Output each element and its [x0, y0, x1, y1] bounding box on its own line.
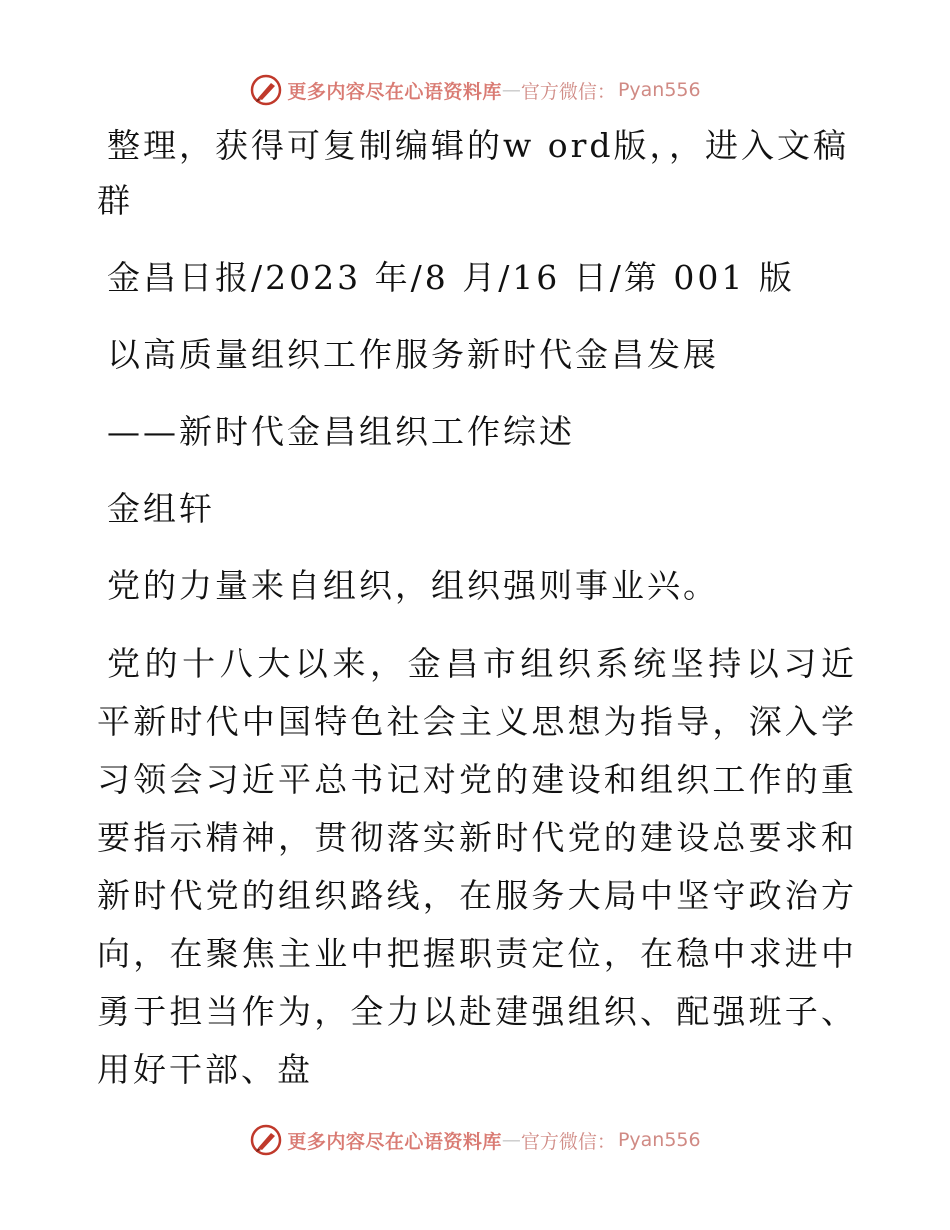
- source-line: 金昌日报/2023 年/8 月/16 日/第 001 版: [107, 258, 795, 297]
- watermark-label: 官方微信：: [520, 1130, 616, 1153]
- article-title: 以高质量组织工作服务新时代金昌发展: [107, 335, 719, 374]
- watermark-label: 官方微信：: [520, 80, 616, 103]
- watermark-main-text: 更多内容尽在心语资料库: [287, 80, 502, 103]
- watermark-code: Pyan556: [617, 1129, 701, 1151]
- pen-logo-icon: [249, 73, 283, 107]
- footer-watermark: [0, 1120, 950, 1160]
- pen-logo-icon: [249, 1123, 283, 1157]
- watermark-main-text: 更多内容尽在心语资料库: [287, 1130, 502, 1153]
- document-body: [97, 118, 857, 1099]
- article-subtitle: ——新时代金昌组织工作综述: [107, 412, 575, 451]
- watermark-dash: —: [501, 79, 521, 101]
- intro-paragraph: 整理，获得可复制编辑的w ord版，，进入文稿群: [97, 126, 850, 220]
- watermark-code: Pyan556: [617, 79, 701, 101]
- body-paragraph: 党的十八大以来，金昌市组织系统坚持以习近平新时代中国特色社会主义思想为指导，深入学习领会习近平总书记对党的建设和组织工作的重要指示精神，贯彻落实新时代党的建设总要求和新时代党的组织路线，在服务大局中坚守政治方向，在聚焦主业中把握职责定位，在稳中求进中勇于担当作为，全力以赴建强组织、配强班子、用好干部、盘: [97, 644, 857, 1089]
- header-watermark: [0, 70, 950, 110]
- author-line: 金组轩: [107, 489, 215, 528]
- lead-paragraph: 党的力量来自组织，组织强则事业兴。: [107, 566, 719, 605]
- watermark-dash: —: [501, 1129, 521, 1151]
